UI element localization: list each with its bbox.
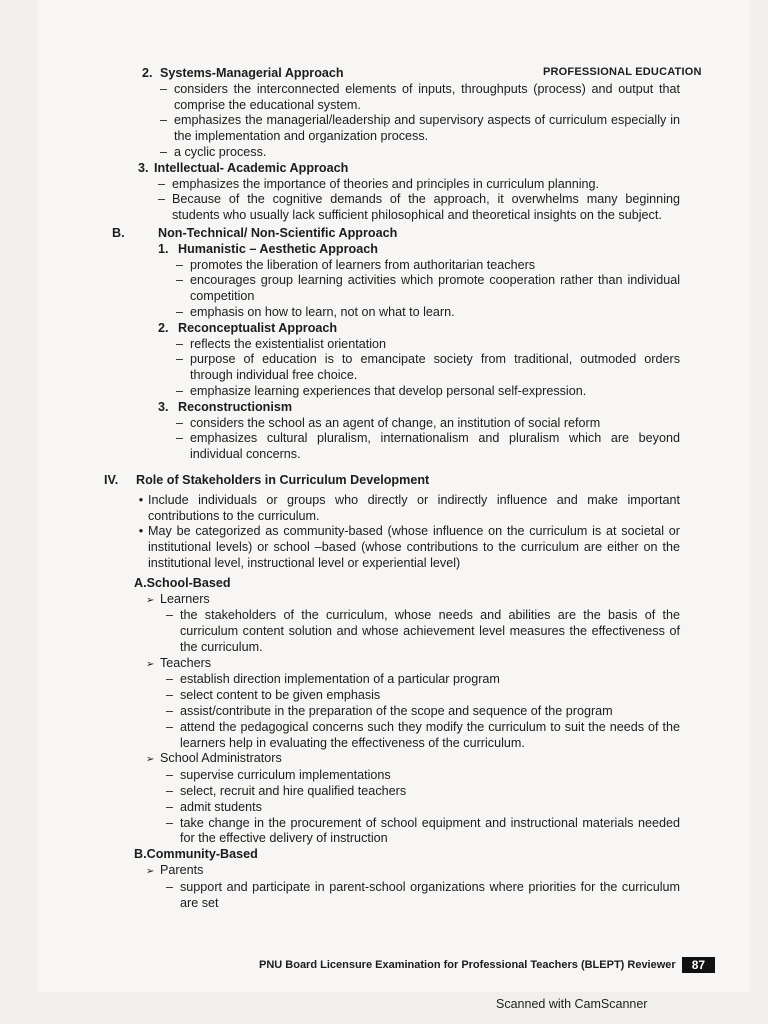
section-title: Role of Stakeholders in Curriculum Development <box>136 472 430 487</box>
group-label: Parents <box>160 863 204 878</box>
footer-title: PNU Board Licensure Examination for Professional Teachers (BLEPT) Reviewer <box>259 959 676 971</box>
heading-row <box>146 656 680 673</box>
section-title: Intellectual- Academic Approach <box>154 160 349 175</box>
item-number: 3. <box>158 399 169 414</box>
group-school-administrators <box>146 751 680 847</box>
group-label: School Administrators <box>160 751 282 766</box>
bullet-list <box>134 493 680 572</box>
dash-marker: – <box>176 273 184 288</box>
page-footer <box>259 957 715 973</box>
dash-marker: – <box>166 784 174 799</box>
section-title: Humanistic – Aesthetic Approach <box>178 241 378 256</box>
heading-row <box>158 242 680 258</box>
list-item <box>158 177 680 193</box>
subsection-school-based <box>134 576 680 848</box>
section-letter: B. <box>112 225 125 240</box>
arrow-marker: ➢ <box>146 594 155 606</box>
dash-marker: – <box>166 672 174 687</box>
list-item-text: attend the pedagogical concerns such they modify the curriculum to suit the needs of the learners help in evaluating the effectiveness of the curriculum. <box>180 719 680 750</box>
list-item-text: establish direction implementation of a particular program <box>180 672 500 687</box>
list-item <box>166 768 680 784</box>
dash-marker: – <box>176 431 184 446</box>
dash-list <box>166 768 680 847</box>
dash-marker: – <box>160 144 168 159</box>
dash-marker: – <box>166 799 174 814</box>
list-item-text: considers the interconnected elements of inputs, throughputs (process) and output that comprise the educational system. <box>174 81 680 112</box>
list-item <box>176 384 680 400</box>
item-number: 3. <box>138 160 149 175</box>
list-item <box>134 524 680 571</box>
group-label: Learners <box>160 591 210 606</box>
list-item <box>166 816 680 848</box>
group-teachers <box>146 656 680 752</box>
bullet-marker: • <box>138 524 144 539</box>
section-title: A.School-Based <box>134 575 231 590</box>
dash-list <box>160 82 680 161</box>
item-number: 2. <box>158 320 169 335</box>
list-item <box>160 113 680 145</box>
dash-marker: – <box>160 113 168 128</box>
list-item <box>166 608 680 655</box>
list-item-text: reflects the existentialist orientation <box>190 336 387 351</box>
list-item-text: emphasis on how to learn, not on what to learn. <box>190 304 455 319</box>
arrow-marker: ➢ <box>146 866 155 878</box>
dash-marker: – <box>158 176 166 191</box>
list-item <box>176 352 680 384</box>
list-item <box>166 880 680 912</box>
section-numeral: IV. <box>104 472 119 487</box>
list-item <box>160 145 680 161</box>
list-item-text: emphasize learning experiences that develop personal self-expression. <box>190 383 587 398</box>
group-parents <box>146 863 680 911</box>
dash-list <box>176 337 680 400</box>
heading-row <box>138 161 680 177</box>
list-item-text: support and participate in parent-school organizations where priorities for the curriculum are set <box>180 879 680 910</box>
list-item-text: Because of the cognitive demands of the approach, it overwhelms many beginning students who usually lack sufficient philosophical and theoretical insights on the subject. <box>172 192 680 223</box>
heading-row <box>146 863 680 880</box>
group-label: Teachers <box>160 655 212 670</box>
list-item-text: the stakeholders of the curriculum, whose needs and abilities are the basis of the curriculum content solution and whose achievement level measures the effectiveness of the curriculum. <box>180 608 680 654</box>
section-intellectual-academic <box>138 161 680 224</box>
subsection-community-based <box>134 847 680 911</box>
heading-row <box>158 321 680 337</box>
dash-marker: – <box>166 879 174 894</box>
dash-list <box>166 672 680 751</box>
dash-list <box>166 880 680 912</box>
dash-marker: – <box>176 383 184 398</box>
list-item-text: assist/contribute in the preparation of the scope and sequence of the program <box>180 704 613 719</box>
list-item <box>160 82 680 114</box>
dash-list <box>166 608 680 655</box>
list-item <box>176 305 680 321</box>
list-item <box>134 493 680 525</box>
list-item-text: a cyclic process. <box>174 144 267 159</box>
dash-marker: – <box>176 415 184 430</box>
dash-list <box>158 177 680 224</box>
list-item-text: Include individuals or groups who directly or indirectly influence and make important contributions to the curriculum. <box>148 492 680 523</box>
list-item-text: select, recruit and hire qualified teachers <box>180 784 407 799</box>
heading-row <box>146 751 680 768</box>
list-item-text: promotes the liberation of learners from authoritarian teachers <box>190 257 536 272</box>
scanner-watermark: Scanned with CamScanner <box>496 997 648 1011</box>
section-title: Non-Technical/ Non-Scientific Approach <box>158 225 398 240</box>
page-number: 87 <box>682 957 715 973</box>
list-item-text: May be categorized as community-based (whose influence on the curriculum is at societal or institutional levels) or school –based (whose contributions to the curriculum are either on the institutional level, instructional level or experiential level) <box>148 524 680 570</box>
section-stakeholders <box>104 473 680 912</box>
list-item-text: admit students <box>180 799 262 814</box>
dash-list <box>176 416 680 463</box>
running-header: PROFESSIONAL EDUCATION <box>543 66 702 78</box>
list-item-text: select content to be given emphasis <box>180 688 381 703</box>
dash-marker: – <box>166 815 174 830</box>
arrow-marker: ➢ <box>146 658 155 670</box>
section-title: Systems-Managerial Approach <box>160 66 344 80</box>
item-number: 2. <box>142 66 153 80</box>
section-title: Reconceptualist Approach <box>178 320 338 335</box>
dash-marker: – <box>158 192 166 207</box>
list-item-text: encourages group learning activities which promote cooperation rather than individual competition <box>190 273 680 304</box>
list-item-text: purpose of education is to emancipate society from traditional, outmoded orders through individual free choice. <box>190 352 680 383</box>
list-item-text: emphasizes the importance of theories and principles in curriculum planning. <box>172 176 600 191</box>
list-item <box>166 784 680 800</box>
dash-marker: – <box>176 257 184 272</box>
section-title: B.Community-Based <box>134 847 258 862</box>
list-item <box>158 192 680 224</box>
subsection-reconstructionism <box>158 400 680 463</box>
item-number: 1. <box>158 241 169 256</box>
subsection-humanistic <box>158 242 680 321</box>
list-item <box>166 704 680 720</box>
list-item <box>176 431 680 463</box>
heading-row <box>158 400 680 416</box>
dash-marker: – <box>176 336 184 351</box>
list-item-text: supervise curriculum implementations <box>180 768 391 783</box>
list-item-text: emphasizes the managerial/leadership and supervisory aspects of curriculum especially in the implementation and organization process. <box>174 113 680 144</box>
heading-row <box>142 66 680 82</box>
dash-marker: – <box>166 608 174 623</box>
dash-marker: – <box>176 352 184 367</box>
list-item <box>176 337 680 353</box>
arrow-marker: ➢ <box>146 754 155 766</box>
bullet-marker: • <box>138 492 144 507</box>
dash-marker: – <box>166 719 174 734</box>
subsection-reconceptualist <box>158 321 680 400</box>
heading-row <box>112 226 680 242</box>
section-title: Reconstructionism <box>178 399 293 414</box>
heading-row <box>104 473 680 489</box>
list-item <box>166 688 680 704</box>
dash-marker: – <box>166 704 174 719</box>
dash-marker: – <box>166 688 174 703</box>
dash-list <box>176 258 680 321</box>
list-item-text: emphasizes cultural pluralism, internationalism and pluralism which are beyond individual concerns. <box>190 431 680 462</box>
document-body <box>104 66 680 911</box>
group-learners <box>146 592 680 656</box>
section-non-technical <box>112 226 680 463</box>
list-item <box>176 258 680 274</box>
dash-marker: – <box>176 304 184 319</box>
list-item <box>176 416 680 432</box>
list-item <box>166 800 680 816</box>
section-systems-managerial <box>142 66 680 161</box>
list-item-text: considers the school as an agent of change, an institution of social reform <box>190 415 601 430</box>
list-item <box>166 672 680 688</box>
dash-marker: – <box>160 81 168 96</box>
heading-row <box>146 592 680 609</box>
dash-marker: – <box>166 768 174 783</box>
list-item <box>166 720 680 752</box>
list-item <box>176 273 680 305</box>
list-item-text: take change in the procurement of school equipment and instructional materials needed for the effective delivery of instruction <box>180 815 680 846</box>
